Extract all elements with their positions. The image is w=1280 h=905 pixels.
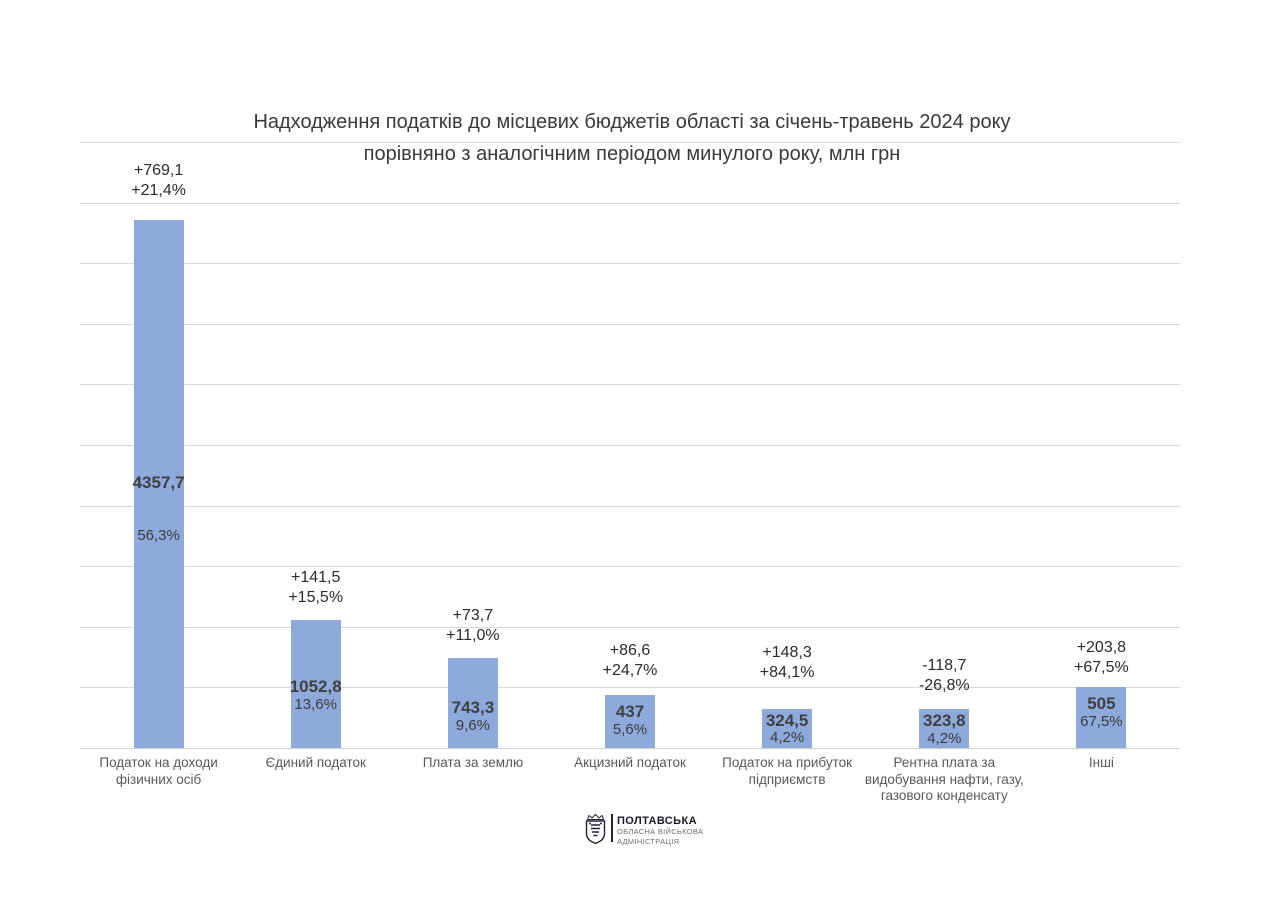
bar-share-label: 67,5% bbox=[1080, 713, 1123, 730]
bar-change-label bbox=[555, 641, 705, 681]
logo-divider bbox=[611, 814, 613, 842]
category-label bbox=[699, 755, 875, 788]
bar-share-label: 56,3% bbox=[137, 527, 180, 544]
gridline bbox=[80, 203, 1180, 204]
change-pct: +11,0% bbox=[446, 627, 500, 644]
bar-value-label: 1052,8 bbox=[289, 677, 342, 696]
bar-change-label bbox=[712, 643, 862, 683]
change-pct: +84,1% bbox=[759, 664, 815, 681]
change-abs: +203,8 bbox=[1076, 639, 1127, 656]
category-label-line: газового конденсату bbox=[880, 788, 1008, 803]
logo-org-line2: ОБЛАСНА ВІЙСЬКОВА bbox=[617, 827, 704, 836]
change-pct: +24,7% bbox=[602, 662, 658, 679]
category-label-line: Акцизний податок bbox=[574, 755, 686, 770]
change-abs: +141,5 bbox=[290, 569, 341, 586]
change-pct: -26,8% bbox=[918, 677, 970, 694]
bar-value-label: 505 bbox=[1087, 694, 1116, 713]
bar-value-label: 743,3 bbox=[451, 698, 495, 717]
bar-change-label bbox=[869, 656, 1019, 696]
category-label-line: фізичних осіб bbox=[115, 771, 202, 787]
change-abs: -118,7 bbox=[922, 657, 967, 674]
bar-change-label bbox=[241, 568, 391, 608]
logo-org-line3: АДМІНІСТРАЦІЯ bbox=[617, 836, 680, 846]
org-logo bbox=[584, 812, 703, 846]
category-label bbox=[542, 755, 718, 772]
chart-title-line1: Надходження податків до місцевих бюджетів області за січень-травень 2024 року bbox=[253, 111, 1011, 133]
poltava-crest-icon bbox=[584, 813, 607, 844]
chart-title bbox=[80, 106, 1184, 170]
change-pct: +67,5% bbox=[1074, 659, 1129, 676]
bar-share-label: 5,6% bbox=[612, 721, 648, 738]
gridline bbox=[80, 324, 1180, 325]
change-pct: +15,5% bbox=[288, 589, 344, 606]
gridline bbox=[80, 506, 1180, 507]
category-label-line: Єдиний податок bbox=[265, 755, 366, 770]
category-label-line: Податок на доходи bbox=[99, 755, 218, 770]
gridline bbox=[80, 445, 1180, 446]
category-label bbox=[385, 755, 561, 772]
chart-title-line2: порівняно з аналогічним періодом минулого року, млн грн bbox=[363, 143, 901, 165]
bar-share-label: 9,6% bbox=[455, 717, 490, 734]
change-abs: +148,3 bbox=[762, 644, 812, 661]
change-abs: +73,7 bbox=[452, 607, 494, 624]
bar-value-label: 324,5 bbox=[765, 711, 809, 730]
bar-value-label: 4357,7 bbox=[132, 473, 185, 492]
category-label bbox=[71, 755, 247, 788]
bar-share-label: 13,6% bbox=[294, 696, 337, 713]
category-label-line: Плата за землю bbox=[422, 755, 524, 770]
category-label bbox=[856, 755, 1032, 805]
gridline bbox=[80, 263, 1180, 264]
bar-share-label: 4,2% bbox=[769, 729, 805, 746]
category-label-line: Інші bbox=[1088, 755, 1114, 770]
category-label-line: Рентна плата за bbox=[893, 755, 996, 770]
gridline bbox=[80, 627, 1180, 628]
bar-change-label bbox=[398, 606, 548, 646]
category-label bbox=[228, 755, 404, 772]
change-abs: +769,1 bbox=[133, 162, 184, 179]
category-label-line: підприємств bbox=[748, 771, 826, 787]
category-label-line: видобування нафти, газу, bbox=[864, 771, 1024, 787]
category-label bbox=[1013, 755, 1189, 772]
bar-share-label: 4,2% bbox=[927, 730, 962, 747]
change-pct: +21,4% bbox=[131, 182, 186, 199]
x-axis-line bbox=[80, 748, 1180, 749]
change-abs: +86,6 bbox=[609, 642, 651, 659]
logo-org-name: ПОЛТАВСЬКА bbox=[617, 815, 697, 827]
bar-value-label: 437 bbox=[615, 702, 645, 721]
category-label-line: Податок на прибуток bbox=[722, 755, 853, 770]
bar-value-label: 323,8 bbox=[923, 711, 966, 730]
gridline bbox=[80, 384, 1180, 385]
bar-change-label bbox=[1026, 638, 1176, 678]
